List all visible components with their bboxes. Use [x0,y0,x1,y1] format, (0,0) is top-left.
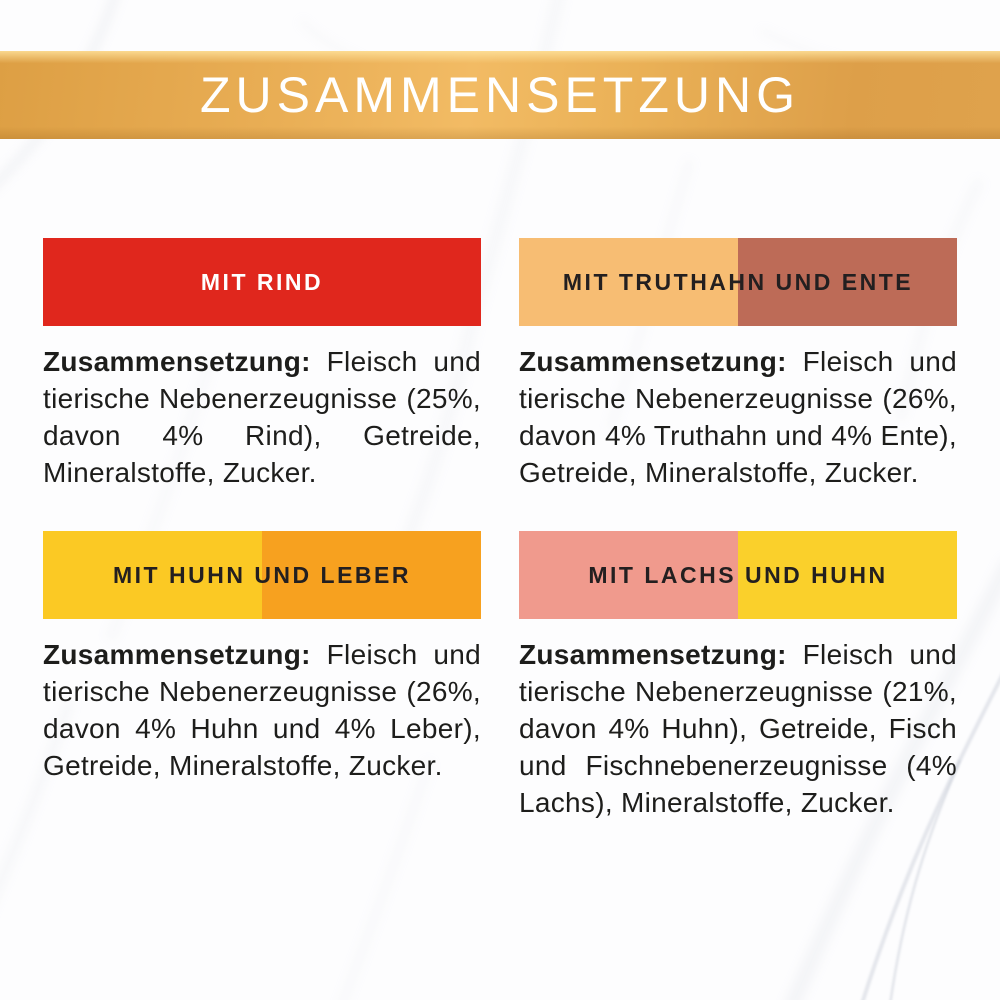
variant-banner-huhn-leber [43,531,481,619]
composition-text [43,343,481,491]
composition-label: Zusammensetzung: [519,639,787,670]
composition-label: Zusammensetzung: [519,346,787,377]
title-banner [0,51,1000,139]
composition-text [519,636,957,821]
composition-value: Fleisch und tierische Nebenerzeugnisse (26%, davon 4% Huhn und 4% Leber), Getreide, Mineralstoffe, Zucker. [43,639,481,781]
section-mit-huhn-und-leber [43,531,481,821]
composition-value: Fleisch und tierische Nebenerzeugnisse (26%, davon 4% Truthahn und 4% Ente), Getreide, Mineralstoffe, Zucker. [519,346,957,488]
composition-text [43,636,481,784]
composition-value: Fleisch und tierische Nebenerzeugnisse (21%, davon 4% Huhn), Getreide, Fisch und Fischnebenerzeugnisse (4% Lachs), Mineralstoffe, Zucker. [519,639,957,818]
variant-title: MIT HUHN UND LEBER [113,561,411,588]
variant-banner-rind [43,238,481,326]
composition-value: Fleisch und tierische Nebenerzeugnisse (25%, davon 4% Rind), Getreide, Mineralstoffe, Zucker. [43,346,481,488]
composition-label: Zusammensetzung: [43,346,311,377]
variant-banner-truthahn-ente [519,238,957,326]
composition-text [519,343,957,491]
section-mit-truthahn-und-ente [519,238,957,491]
section-mit-rind [43,238,481,491]
variant-title: MIT LACHS UND HUHN [588,561,888,588]
variant-title: MIT TRUTHAHN UND ENTE [562,268,914,295]
variant-grid [43,238,957,821]
variant-banner-lachs-huhn [519,531,957,619]
composition-label: Zusammensetzung: [43,639,311,670]
section-mit-lachs-und-huhn [519,531,957,821]
variant-title: MIT RIND [200,268,324,295]
content [0,51,1000,821]
page-title: ZUSAMMENSETZUNG [200,67,800,123]
